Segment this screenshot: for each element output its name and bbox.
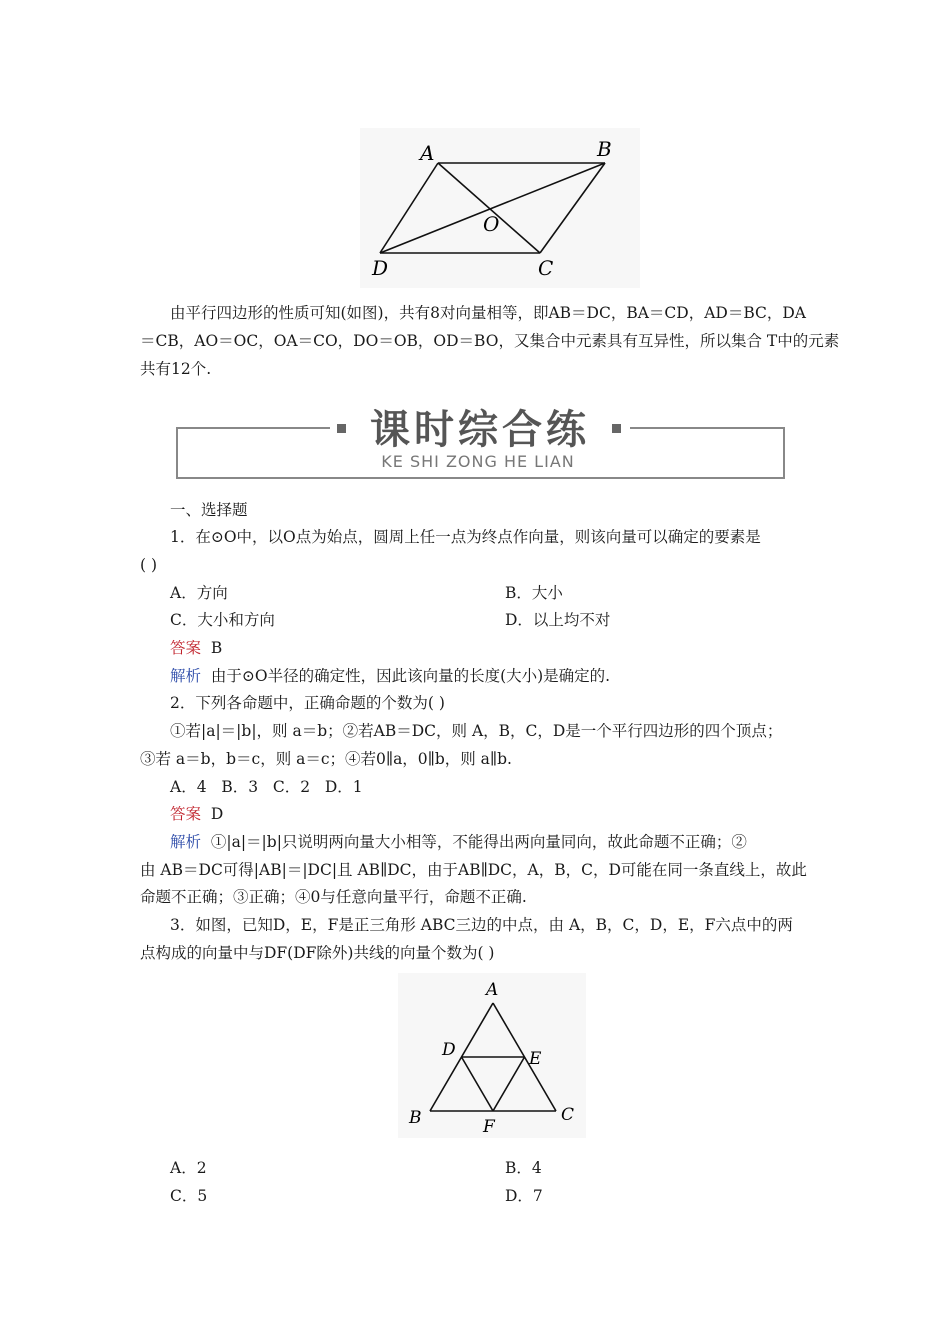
q3-option-a: A．2 <box>170 1159 207 1177</box>
banner-square-left <box>337 424 346 433</box>
q3-option-row-2 <box>170 1186 815 1206</box>
q1-stem-line-2: ( ) <box>140 556 158 574</box>
q2-line-2: ③若 a＝b，b＝c，则 a＝c；④若0∥a，0∥b，则 a∥b. <box>140 750 512 768</box>
q1-analysis-text: 由于⊙O半径的确定性，因此该向量的长度(大小)是确定的. <box>210 667 611 685</box>
q3-option-d: D．7 <box>505 1187 543 1205</box>
q3-option-row-1 <box>170 1158 815 1178</box>
q1-option-d: D．以上均不对 <box>505 611 611 629</box>
q2-answer <box>170 804 815 824</box>
label-d: D <box>442 1040 456 1060</box>
q2-stem: 2．下列各命题中，正确命题的个数为( ) <box>170 694 445 712</box>
q2-analysis-label: 解析 <box>170 833 202 851</box>
q3-option-c: C．5 <box>170 1187 208 1205</box>
q1-option-row-1 <box>170 583 815 603</box>
q3-option-b: B．4 <box>505 1159 542 1177</box>
q1-answer-label: 答案 <box>170 639 202 657</box>
label-d: D <box>372 256 389 280</box>
segment-ef <box>493 1057 525 1111</box>
label-c: C <box>561 1105 575 1125</box>
intro-line-3: 共有12个. <box>140 360 212 378</box>
label-f: F <box>483 1117 495 1137</box>
q2-options: A．4 B．3 C．2 D．1 <box>170 778 363 796</box>
q1-analysis <box>170 666 815 686</box>
q2-analysis-text-1: ①|a|＝|b|只说明两向量大小相等，不能得出两向量同向，故此命题不正确；② <box>210 833 747 851</box>
label-b: B <box>409 1108 422 1128</box>
label-a: A <box>486 980 499 1000</box>
label-a: A <box>420 141 435 165</box>
q1-option-c: C．大小和方向 <box>170 611 275 629</box>
banner-square-right <box>612 424 621 433</box>
banner-subtitle: KE SHI ZONG HE LIAN <box>381 452 575 471</box>
diagonal-bd <box>380 163 605 253</box>
intro-line-2: ＝CB，AO＝OC，OA＝CO，DO＝OB，OD＝BO，又集合中元素具有互异性，所以集合 T中的元素 <box>140 332 840 350</box>
q2-analysis-line-2: 由 AB＝DC可得|AB|＝|DC|且 AB∥DC，由于AB∥DC，A，B，C，D可能在同一条直线上，故此 <box>140 861 807 879</box>
label-c: C <box>538 256 554 280</box>
side-da <box>380 163 438 253</box>
label-o: O <box>483 212 500 236</box>
intro-line-1: 由平行四边形的性质可知(如图)，共有8对向量相等，即AB＝DC，BA＝CD，AD＝BC，DA <box>170 304 806 322</box>
q3-stem-line-2: 点构成的向量中与DF(DF除外)共线的向量个数为( ) <box>140 944 495 962</box>
q1-option-row-2 <box>170 610 815 630</box>
q1-option-b: B．大小 <box>505 584 563 602</box>
q2-answer-value: D <box>210 805 224 823</box>
q1-analysis-label: 解析 <box>170 667 202 685</box>
segment-df <box>462 1057 494 1111</box>
triangle-figure <box>398 973 586 1138</box>
label-b: B <box>597 137 612 161</box>
q2-analysis-line-1 <box>170 832 815 852</box>
q1-answer <box>170 638 815 658</box>
q2-line-1: ①若|a|＝|b|，则 a＝b；②若AB＝DC，则 A，B，C，D是一个平行四边形的四个顶点； <box>170 722 783 740</box>
q1-answer-value: B <box>210 639 223 657</box>
label-e: E <box>529 1049 542 1069</box>
q2-answer-label: 答案 <box>170 805 202 823</box>
q3-stem-line-1: 3．如图，已知D，E，F是正三角形 ABC三边的中点，由 A，B，C，D，E，F六点中的两 <box>170 916 793 934</box>
q1-stem-line-1: 1．在⊙O中，以O点为始点，圆周上任一点为终点作向量，则该向量可以确定的要素是 <box>170 528 761 546</box>
section-title: 一、选择题 <box>170 501 248 519</box>
banner-title: 课时综合练 <box>370 407 590 453</box>
diagonal-ac <box>438 163 540 253</box>
q2-analysis-line-3: 命题不正确；③正确；④0与任意向量平行，命题不正确. <box>140 888 527 906</box>
q1-option-a: A．方向 <box>170 584 228 602</box>
parallelogram-figure <box>360 128 640 288</box>
